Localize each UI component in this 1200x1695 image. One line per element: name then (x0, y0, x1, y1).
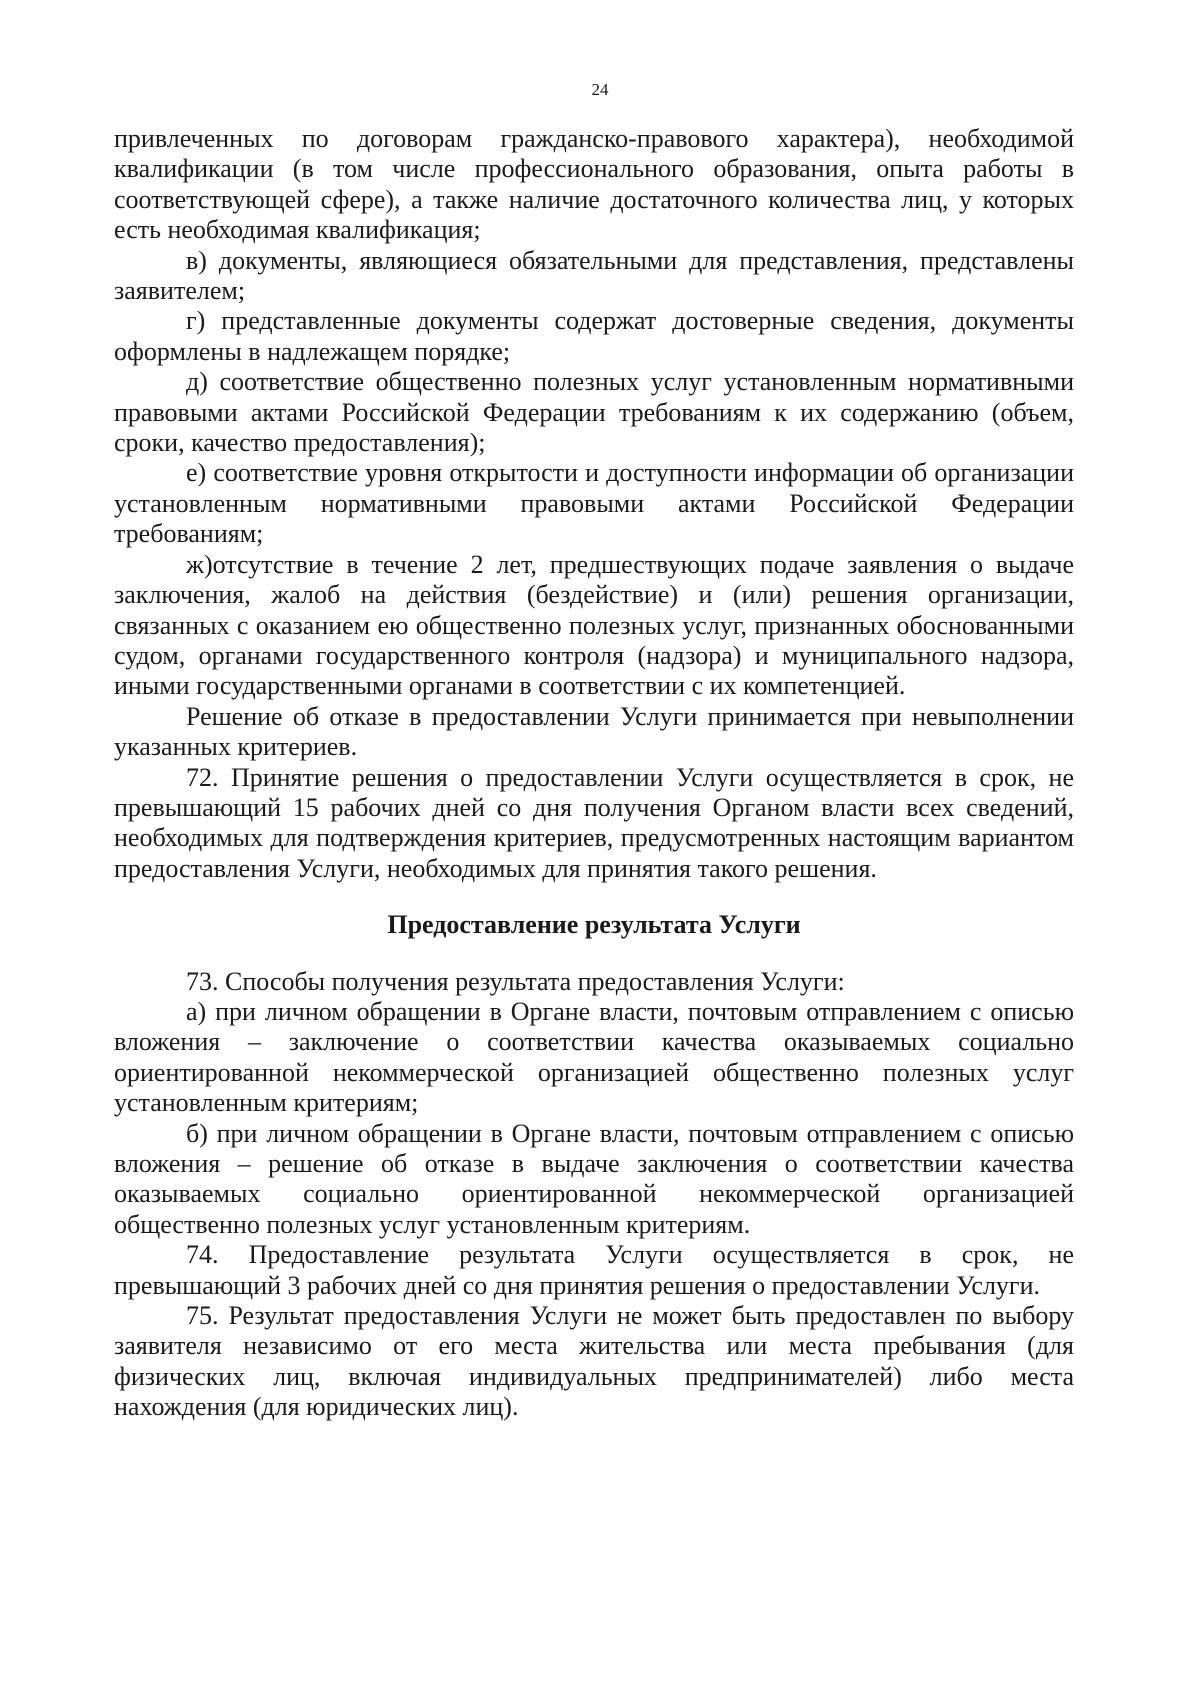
section-heading: Предоставление результата Услуги (387, 910, 801, 940)
paragraph-73-a: а) при личном обращении в Органе власти, почтовым отправлением с описью вложения – заключение о соответствии качества оказываемых социально ориентированной некоммерческой организацией общественно полезных услуг установленным критериям; (114, 996, 1074, 1118)
paragraph-continuation: привлеченных по договорам гражданско-правового характера), необходимой квалификации (в том числе профессионального образования, опыта работы в соответствующей сфере), а также наличие достаточного количества лиц, у которых есть необходимая квалификация; (114, 124, 1074, 245)
paragraph-refusal: Решение об отказе в предоставлении Услуги принимается при невыполнении указанных критериев. (114, 701, 1074, 762)
paragraph-72: 72. Принятие решения о предоставлении Услуги осуществляется в срок, не превышающий 15 рабочих дней со дня получения Органом власти всех сведений, необходимых для подтверждения критериев, предусмотренных настоящим вариантом предоставления Услуги, необходимых для принятия такого решения. (114, 762, 1074, 883)
paragraph-75: 75. Результат предоставления Услуги не может быть предоставлен по выбору заявителя независимо от его места жительства или места пребывания (для физических лиц, включая индивидуальных предпринимателей) либо места нахождения (для юридических лиц). (114, 1301, 1074, 1422)
paragraph-item-v: в) документы, являющиеся обязательными для представления, представлены заявителем; (114, 245, 1074, 306)
page-number: 24 (591, 80, 609, 99)
paragraph-74: 74. Предоставление результата Услуги осуществляется в срок, не превышающий 3 рабочих дней со дня принятия решения о предоставлении Услуги. (114, 1240, 1074, 1300)
paragraph-73-b: б) при личном обращении в Органе власти, почтовым отправлением с описью вложения – решение об отказе в выдаче заключения о соответствии качества оказываемых социально ориентированной некоммерческой организацией общественно полезных услуг установленным критериям. (114, 1118, 1074, 1239)
paragraph-item-e: е) соответствие уровня открытости и доступности информации об организации установленным нормативными правовыми актами Российской Федерации требованиям; (114, 458, 1074, 549)
paragraph-item-zh: ж)отсутствие в течение 2 лет, предшествующих подаче заявления о выдаче заключения, жалоб на действия (бездействие) и (или) решения организации, связанных с оказанием ею общественно полезных услуг, признанных обоснованными судом, органами государственного контроля (надзора) и муниципального надзора, иными государственными органами в соответствии с их компетенцией. (114, 549, 1074, 701)
paragraph-item-g: г) представленные документы содержат достоверные сведения, документы оформлены в надлежащем порядке; (114, 306, 1074, 366)
document-body (114, 124, 1074, 1423)
paragraph-73: 73. Способы получения результата предоставления Услуги: (186, 966, 845, 996)
paragraph-item-d: д) соответствие общественно полезных услуг установленным нормативными правовыми актами Российской Федерации требованиям к их содержанию (объем, сроки, качество предоставления); (114, 367, 1074, 458)
